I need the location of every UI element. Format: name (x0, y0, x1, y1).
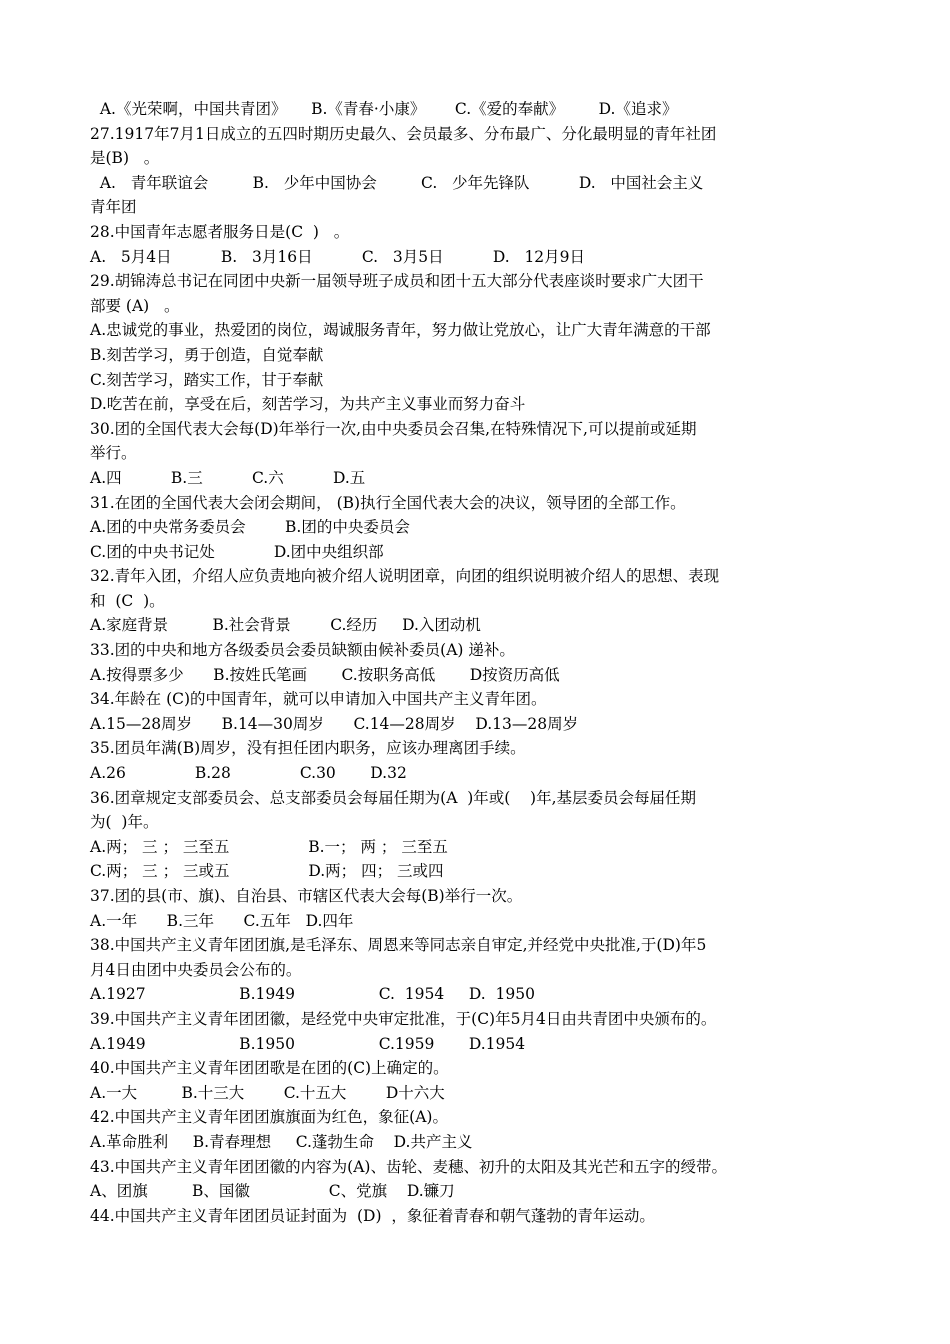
text-line: A.按得票多少 B.按姓氏笔画 C.按职务高低 D按资历高低 (90, 665, 560, 684)
text-line: C.刻苦学习，踏实工作，甘于奉献 (90, 370, 324, 389)
text-line: A.15—28周岁 B.14—30周岁 C.14—28周岁 D.13—28周岁 (90, 714, 579, 733)
text-line: 36.团章规定支部委员会、总支部委员会每届任期为(A )年或( )年,基层委员会每届任期 (90, 788, 697, 807)
text-line: 27.1917年7月1日成立的五四时期历史最久、会员最多、分布最广、分化最明显的青年社团 (90, 124, 717, 143)
text-line: 37.团的县(市、旗)、自治县、市辖区代表大会每(B)举行一次。 (90, 887, 523, 905)
text-line: A.26 B.28 C.30 D.32 (90, 764, 407, 783)
text-line: 月4日由团中央委员会公布的。 (90, 960, 302, 979)
text-line: D.吃苦在前，享受在后，刻苦学习，为共产主义事业而努力奋斗 (90, 395, 526, 414)
text-line: 44.中国共产主义青年团团员证封面为 (D) ，象征着青春和朝气蓬勃的青年运动。 (90, 1206, 655, 1225)
text-line: 28.中国青年志愿者服务日是(C ) 。 (90, 222, 350, 241)
text-line: A.一大 B.十三大 C.十五大 D十六大 (90, 1083, 445, 1102)
text-line: 举行。 (90, 444, 137, 463)
text-line: 42.中国共产主义青年团团旗旗面为红色，象征(A)。 (90, 1108, 448, 1127)
text-line: A.家庭背景 B.社会背景 C.经历 D.入团动机 (90, 616, 481, 635)
text-line: A.1927 B.1949 C. 1954 D. 1950 (90, 985, 535, 1004)
text-line: A. 5月4日 B. 3月16日 C. 3月5日 D. 12月9日 (90, 247, 586, 266)
text-line: A.团的中央常务委员会 B.团的中央委员会 (90, 518, 410, 537)
text-line: 32.青年入团，介绍人应负责地向被介绍人说明团章，向团的组织说明被介绍人的思想、表现 (90, 567, 720, 586)
text-line: A.两； 三 ； 三至五 B.一； 两 ； 三至五 (90, 837, 448, 856)
text-line: B.刻苦学习，勇于创造，自觉奉献 (90, 345, 324, 364)
text-line: A. 青年联谊会 B. 少年中国协会 C. 少年先锋队 D. 中国社会主义 (90, 173, 704, 192)
text-line: A.四 B.三 C.六 D.五 (90, 468, 366, 487)
text-line: A、团旗 B、国徽 C、党旗 D.镰刀 (90, 1182, 455, 1201)
text-line: A.一年 B.三年 C.五年 D.四年 (90, 911, 354, 930)
text-line: 31.在团的全国代表大会闭会期间， (B)执行全国代表大会的决议，领导团的全部工作。 (90, 493, 686, 512)
text-line: 34.年龄在 (C)的中国青年，就可以申请加入中国共产主义青年团。 (90, 690, 547, 709)
text-line: C.团的中央书记处 D.团中央组织部 (90, 542, 384, 561)
text-line: A.1949 B.1950 C.1959 D.1954 (90, 1034, 526, 1053)
text-line: 35.团员年满(B)周岁，没有担任团内职务，应该办理离团手续。 (90, 739, 526, 758)
text-line: 是(B) 。 (90, 149, 160, 168)
text-line: 30.团的全国代表大会每(D)年举行一次,由中央委员会召集,在特殊情况下,可以提前或延期 (90, 419, 697, 438)
text-line: 40.中国共产主义青年团团歌是在团的(C)上确定的。 (90, 1059, 449, 1078)
text-line: 39.中国共产主义青年团团徽，是经党中央审定批准，于(C)年5月4日由共青团中央颁布的。 (90, 1009, 717, 1028)
text-line: A.忠诚党的事业，热爱团的岗位，竭诚服务青年，努力做让党放心，让广大青年满意的干部 (90, 321, 711, 340)
text-line: C.两； 三 ； 三或五 D.两； 四； 三或四 (90, 862, 444, 881)
text-line: 部要 (A) 。 (90, 296, 180, 315)
text-line: 29.胡锦涛总书记在同团中央新一届领导班子成员和团十五大部分代表座谈时要求广大团干 (90, 272, 704, 291)
text-line: 为( )年。 (90, 813, 159, 832)
text-line: 43.中国共产主义青年团团徽的内容为(A)、齿轮、麦穗、初升的太阳及其光芒和五字的绶带。 (90, 1157, 727, 1176)
text-line: 33.团的中央和地方各级委员会委员缺额由候补委员(A) 递补。 (90, 641, 515, 660)
document-page (90, 97, 880, 1228)
text-line: 38.中国共产主义青年团团旗,是毛泽东、周恩来等同志亲自审定,并经党中央批准,于(D)年5 (90, 936, 707, 955)
text-line: A.革命胜利 B.青春理想 C.蓬勃生命 D.共产主义 (90, 1132, 473, 1151)
text-line: 青年团 (90, 198, 137, 217)
text-line: A.《光荣啊，中国共青团》 B.《青春·小康》 C.《爱的奉献》 D.《追求》 (90, 100, 678, 118)
text-line: 和 (C )。 (90, 591, 165, 610)
